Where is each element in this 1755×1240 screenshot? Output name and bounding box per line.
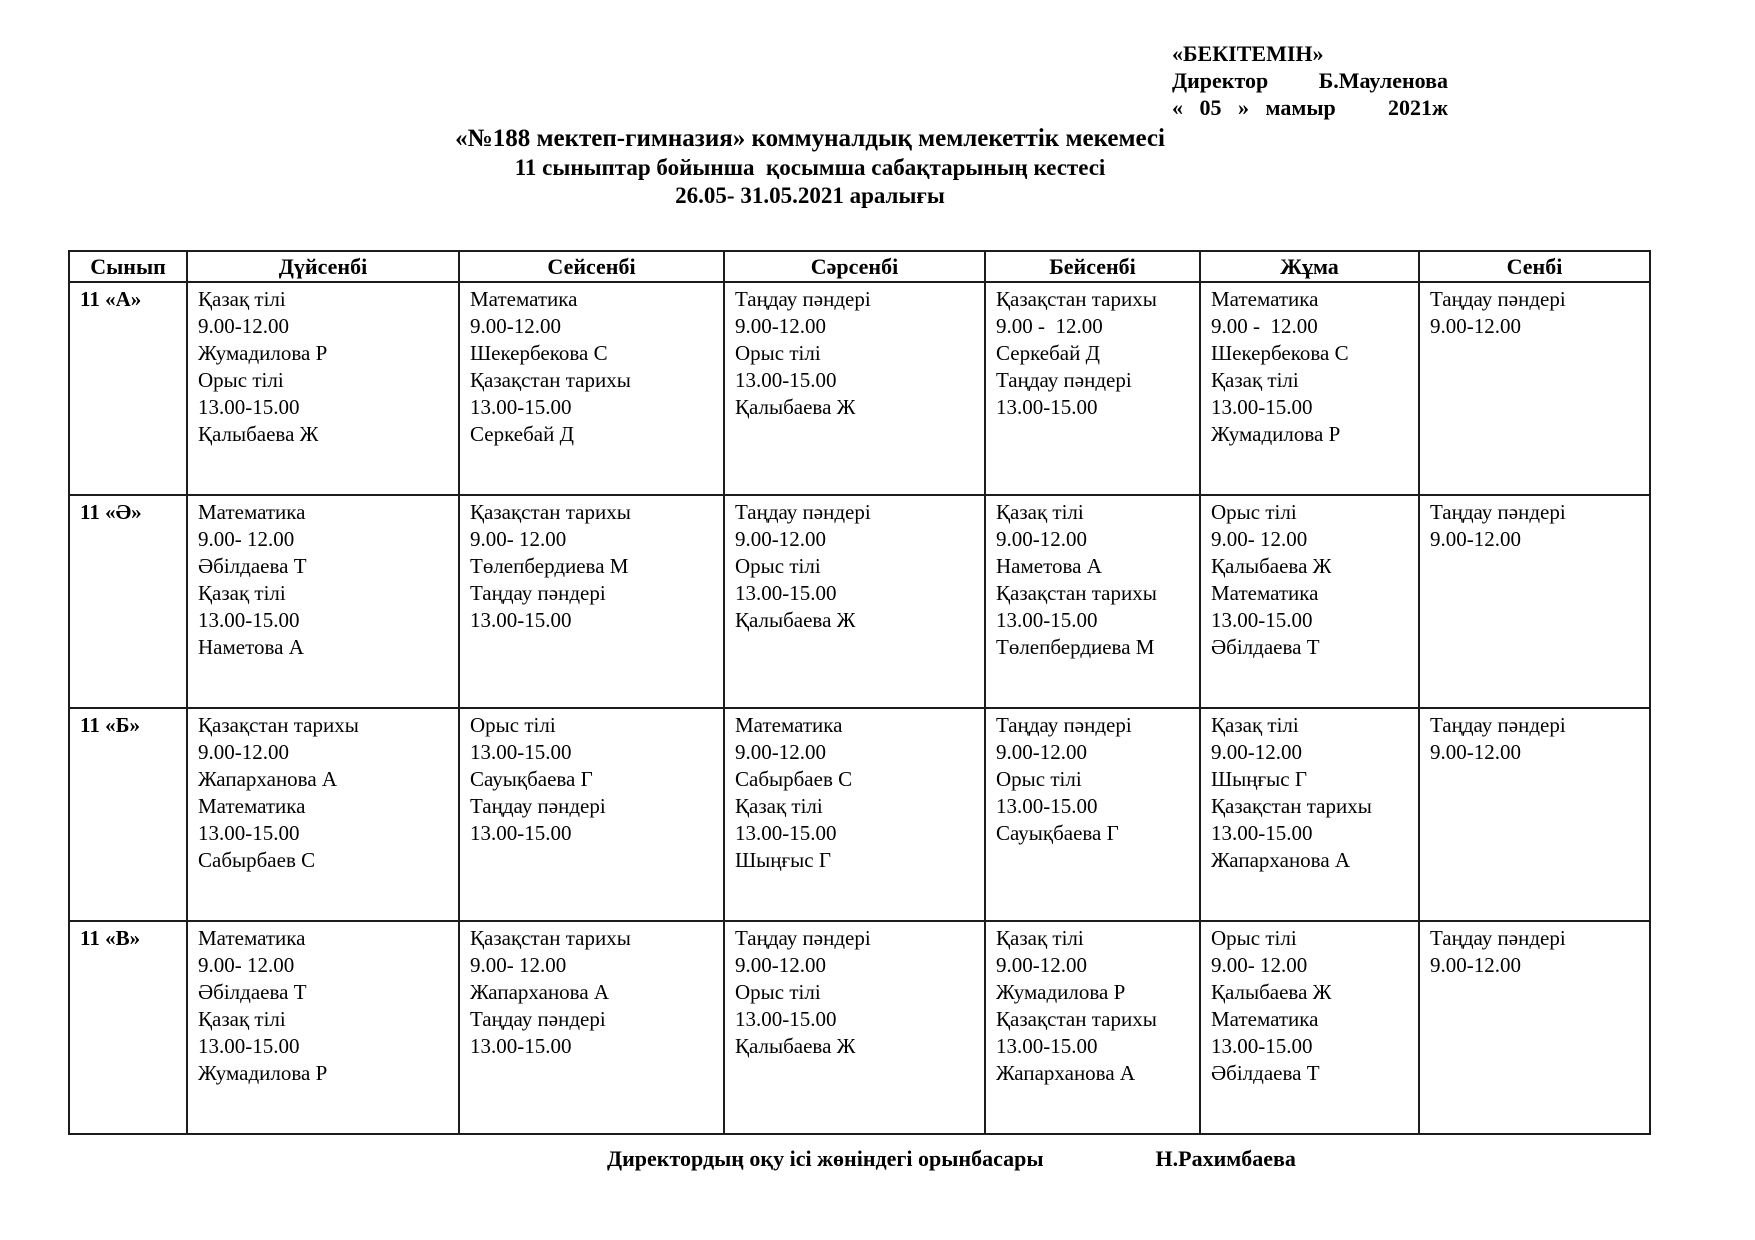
schedule-cell xyxy=(1200,282,1419,495)
cell-line: Наметова А xyxy=(996,554,1102,578)
cell-line: 13.00-15.00 xyxy=(470,608,572,632)
cell-line: Қазақстан тарихы xyxy=(198,713,359,737)
cell-line: Әбілдаева Т xyxy=(1211,1061,1320,1085)
schedule-cell xyxy=(459,708,724,921)
cell-line: Таңдау пәндері xyxy=(735,287,871,311)
cell-line: 9.00-12.00 xyxy=(1430,953,1521,977)
cell-line: 9.00-12.00 xyxy=(735,527,826,551)
header-row xyxy=(69,251,1650,282)
cell-line: Орыс тілі xyxy=(735,980,821,1004)
cell-line: Төлепбердиева М xyxy=(996,635,1155,659)
schedule-cell xyxy=(724,708,985,921)
deputy-name: Н.Рахимбаева xyxy=(1155,1146,1296,1171)
cell-line: Қалыбаева Ж xyxy=(1211,554,1332,578)
schedule-cell xyxy=(985,921,1200,1134)
column-header: Жұма xyxy=(1200,251,1419,282)
schedule-subtitle: 11 сыныптар бойынша қосымша сабақтарының кестесі xyxy=(514,155,1106,180)
cell-line: Қалыбаева Ж xyxy=(735,395,856,419)
cell-line: Жумадилова Р xyxy=(996,980,1126,1004)
schedule-cell xyxy=(459,921,724,1134)
cell-line: Шыңғыс Г xyxy=(1211,767,1307,791)
schedule-cell xyxy=(1200,921,1419,1134)
schedule-cell xyxy=(187,495,459,708)
schedule-cell xyxy=(187,708,459,921)
cell-line: Математика xyxy=(198,926,306,950)
cell-line: 13.00-15.00 xyxy=(735,821,837,845)
cell-line: Жапарханова А xyxy=(996,1061,1136,1085)
cell-line: Орыс тілі xyxy=(996,767,1082,791)
cell-line: Қазақстан тарихы xyxy=(996,287,1157,311)
school-title: «№188 мектеп-гимназия» коммуналдық мемлекеттік мекемесі xyxy=(455,125,1165,152)
cell-line: 9.00- 12.00 xyxy=(198,527,295,551)
cell-line: Қазақ тілі xyxy=(1211,713,1299,737)
cell-line: Таңдау пәндері xyxy=(735,500,871,524)
cell-line: 9.00-12.00 xyxy=(735,740,826,764)
approval-block xyxy=(1172,40,1448,121)
cell-line: Қазақ тілі xyxy=(996,926,1084,950)
table-row xyxy=(69,282,1650,495)
cell-line: 9.00- 12.00 xyxy=(470,527,567,551)
schedule-cell xyxy=(724,495,985,708)
director-role: Директор xyxy=(1172,68,1269,93)
column-header: Сәрсенбі xyxy=(724,251,985,282)
cell-line: 9.00-12.00 xyxy=(996,740,1087,764)
cell-line: Таңдау пәндері xyxy=(470,794,606,818)
cell-line: 13.00-15.00 xyxy=(1211,1034,1313,1058)
approval-heading: «БЕКІТЕМІН» xyxy=(1172,41,1324,66)
schedule-cell xyxy=(459,495,724,708)
cell-line: 9.00-12.00 xyxy=(198,740,289,764)
class-label: 11 «Ә» xyxy=(69,495,187,708)
cell-line: Әбілдаева Т xyxy=(198,554,307,578)
cell-line: Қазақ тілі xyxy=(735,794,823,818)
class-label: 11 «А» xyxy=(69,282,187,495)
cell-line: Орыс тілі xyxy=(198,368,284,392)
schedule-cell xyxy=(1200,708,1419,921)
cell-line: Серкебай Д xyxy=(996,341,1100,365)
cell-line: 9.00-12.00 xyxy=(1211,740,1302,764)
cell-line: 9.00-12.00 xyxy=(996,527,1087,551)
cell-line: Қазақстан тарихы xyxy=(470,500,631,524)
deputy-title: Директордың оқу ісі жөніндегі орынбасары xyxy=(607,1146,1044,1171)
cell-line: Таңдау пәндері xyxy=(470,1007,606,1031)
cell-line: 9.00- 12.00 xyxy=(470,953,567,977)
cell-line: Жапарханова А xyxy=(470,980,610,1004)
cell-line: Таңдау пәндері xyxy=(996,713,1132,737)
cell-line: Қазақ тілі xyxy=(198,1007,286,1031)
schedule-cell xyxy=(1200,495,1419,708)
cell-line: Қазақ тілі xyxy=(1211,368,1299,392)
schedule-cell xyxy=(985,708,1200,921)
schedule-cell xyxy=(1419,921,1650,1134)
cell-line: Қазақстан тарихы xyxy=(470,368,631,392)
cell-line: Математика xyxy=(1211,287,1319,311)
cell-line: Сауықбаева Г xyxy=(996,821,1119,845)
table-row xyxy=(69,921,1650,1134)
column-header: Бейсенбі xyxy=(985,251,1200,282)
cell-line: Жумадилова Р xyxy=(198,341,328,365)
cell-line: 9.00-12.00 xyxy=(198,314,289,338)
cell-line: Математика xyxy=(198,794,306,818)
footer-line xyxy=(607,1146,1296,1172)
cell-line: Математика xyxy=(735,713,843,737)
class-label: 11 «Б» xyxy=(69,708,187,921)
cell-line: Қазақ тілі xyxy=(198,581,286,605)
column-header: Сенбі xyxy=(1419,251,1650,282)
cell-line: Таңдау пәндері xyxy=(1430,713,1566,737)
column-header: Сынып xyxy=(69,251,187,282)
cell-line: 13.00-15.00 xyxy=(198,608,300,632)
cell-line: Сабырбаев С xyxy=(735,767,853,791)
cell-line: 13.00-15.00 xyxy=(735,581,837,605)
cell-line: 13.00-15.00 xyxy=(1211,821,1313,845)
cell-line: 9.00 - 12.00 xyxy=(1211,314,1318,338)
cell-line: Шыңғыс Г xyxy=(735,848,831,872)
schedule-cell xyxy=(1419,495,1650,708)
cell-line: 9.00-12.00 xyxy=(1430,527,1521,551)
cell-line: 13.00-15.00 xyxy=(1211,395,1313,419)
cell-line: Орыс тілі xyxy=(470,713,556,737)
cell-line: 9.00-12.00 xyxy=(1430,740,1521,764)
cell-line: 13.00-15.00 xyxy=(470,740,572,764)
cell-line: 13.00-15.00 xyxy=(198,395,300,419)
title-block xyxy=(20,124,1600,210)
schedule-cell xyxy=(1419,708,1650,921)
cell-line: 13.00-15.00 xyxy=(198,821,300,845)
cell-line: 13.00-15.00 xyxy=(996,1034,1098,1058)
schedule-cell xyxy=(724,282,985,495)
schedule-table xyxy=(68,250,1651,1135)
cell-line: Қазақстан тарихы xyxy=(996,581,1157,605)
cell-line: 13.00-15.00 xyxy=(470,821,572,845)
cell-line: Жапарханова А xyxy=(198,767,338,791)
cell-line: Қазақстан тарихы xyxy=(1211,794,1372,818)
cell-line: 9.00-12.00 xyxy=(470,314,561,338)
cell-line: Қазақ тілі xyxy=(996,500,1084,524)
cell-line: 13.00-15.00 xyxy=(996,794,1098,818)
cell-line: 9.00- 12.00 xyxy=(1211,527,1308,551)
cell-line: Қазақстан тарихы xyxy=(996,1007,1157,1031)
cell-line: Серкебай Д xyxy=(470,422,574,446)
cell-line: 13.00-15.00 xyxy=(470,395,572,419)
cell-line: 9.00-12.00 xyxy=(735,314,826,338)
approval-date: « 05 » мамыр xyxy=(1172,95,1336,120)
cell-line: Орыс тілі xyxy=(1211,926,1297,950)
cell-line: 9.00- 12.00 xyxy=(1211,953,1308,977)
schedule-cell xyxy=(985,282,1200,495)
cell-line: Әбілдаева Т xyxy=(198,980,307,1004)
schedule-cell xyxy=(187,282,459,495)
cell-line: 13.00-15.00 xyxy=(735,1007,837,1031)
cell-line: Орыс тілі xyxy=(1211,500,1297,524)
schedule-cell xyxy=(724,921,985,1134)
cell-line: Таңдау пәндері xyxy=(996,368,1132,392)
cell-line: Жапарханова А xyxy=(1211,848,1351,872)
schedule-cell xyxy=(459,282,724,495)
cell-line: 13.00-15.00 xyxy=(996,608,1098,632)
cell-line: 9.00- 12.00 xyxy=(198,953,295,977)
cell-line: Төлепбердиева М xyxy=(470,554,629,578)
cell-line: Сабырбаев С xyxy=(198,848,316,872)
cell-line: 13.00-15.00 xyxy=(1211,608,1313,632)
cell-line: Қазақ тілі xyxy=(198,287,286,311)
class-label: 11 «В» xyxy=(69,921,187,1134)
cell-line: 13.00-15.00 xyxy=(735,368,837,392)
cell-line: Таңдау пәндері xyxy=(1430,500,1566,524)
cell-line: Математика xyxy=(470,287,578,311)
cell-line: Шекербекова С xyxy=(1211,341,1349,365)
cell-line: Орыс тілі xyxy=(735,554,821,578)
cell-line: Қалыбаева Ж xyxy=(735,1034,856,1058)
cell-line: Таңдау пәндері xyxy=(1430,926,1566,950)
cell-line: Таңдау пәндері xyxy=(1430,287,1566,311)
approval-year: 2021ж xyxy=(1388,95,1448,120)
director-name: Б.Мауленова xyxy=(1318,68,1448,93)
cell-line: Таңдау пәндері xyxy=(735,926,871,950)
schedule-cell xyxy=(985,495,1200,708)
cell-line: Орыс тілі xyxy=(735,341,821,365)
cell-line: 9.00-12.00 xyxy=(996,953,1087,977)
cell-line: 9.00 - 12.00 xyxy=(996,314,1103,338)
cell-line: Қазақстан тарихы xyxy=(470,926,631,950)
column-header: Сейсенбі xyxy=(459,251,724,282)
cell-line: Қалыбаева Ж xyxy=(1211,980,1332,1004)
cell-line: Таңдау пәндері xyxy=(470,581,606,605)
table-row xyxy=(69,708,1650,921)
cell-line: 13.00-15.00 xyxy=(996,395,1098,419)
cell-line: 13.00-15.00 xyxy=(470,1034,572,1058)
cell-line: Наметова А xyxy=(198,635,304,659)
cell-line: 13.00-15.00 xyxy=(198,1034,300,1058)
cell-line: Қалыбаева Ж xyxy=(735,608,856,632)
table-row xyxy=(69,495,1650,708)
cell-line: 9.00-12.00 xyxy=(735,953,826,977)
cell-line: Математика xyxy=(1211,1007,1319,1031)
cell-line: Қалыбаева Ж xyxy=(198,422,319,446)
cell-line: Математика xyxy=(198,500,306,524)
column-header: Дүйсенбі xyxy=(187,251,459,282)
cell-line: Жумадилова Р xyxy=(198,1061,328,1085)
date-range: 26.05- 31.05.2021 аралығы xyxy=(675,183,945,208)
cell-line: Шекербекова С xyxy=(470,341,608,365)
schedule-cell xyxy=(1419,282,1650,495)
schedule-cell xyxy=(187,921,459,1134)
cell-line: 9.00-12.00 xyxy=(1430,314,1521,338)
cell-line: Жумадилова Р xyxy=(1211,422,1341,446)
cell-line: Сауықбаева Г xyxy=(470,767,593,791)
cell-line: Математика xyxy=(1211,581,1319,605)
cell-line: Әбілдаева Т xyxy=(1211,635,1320,659)
